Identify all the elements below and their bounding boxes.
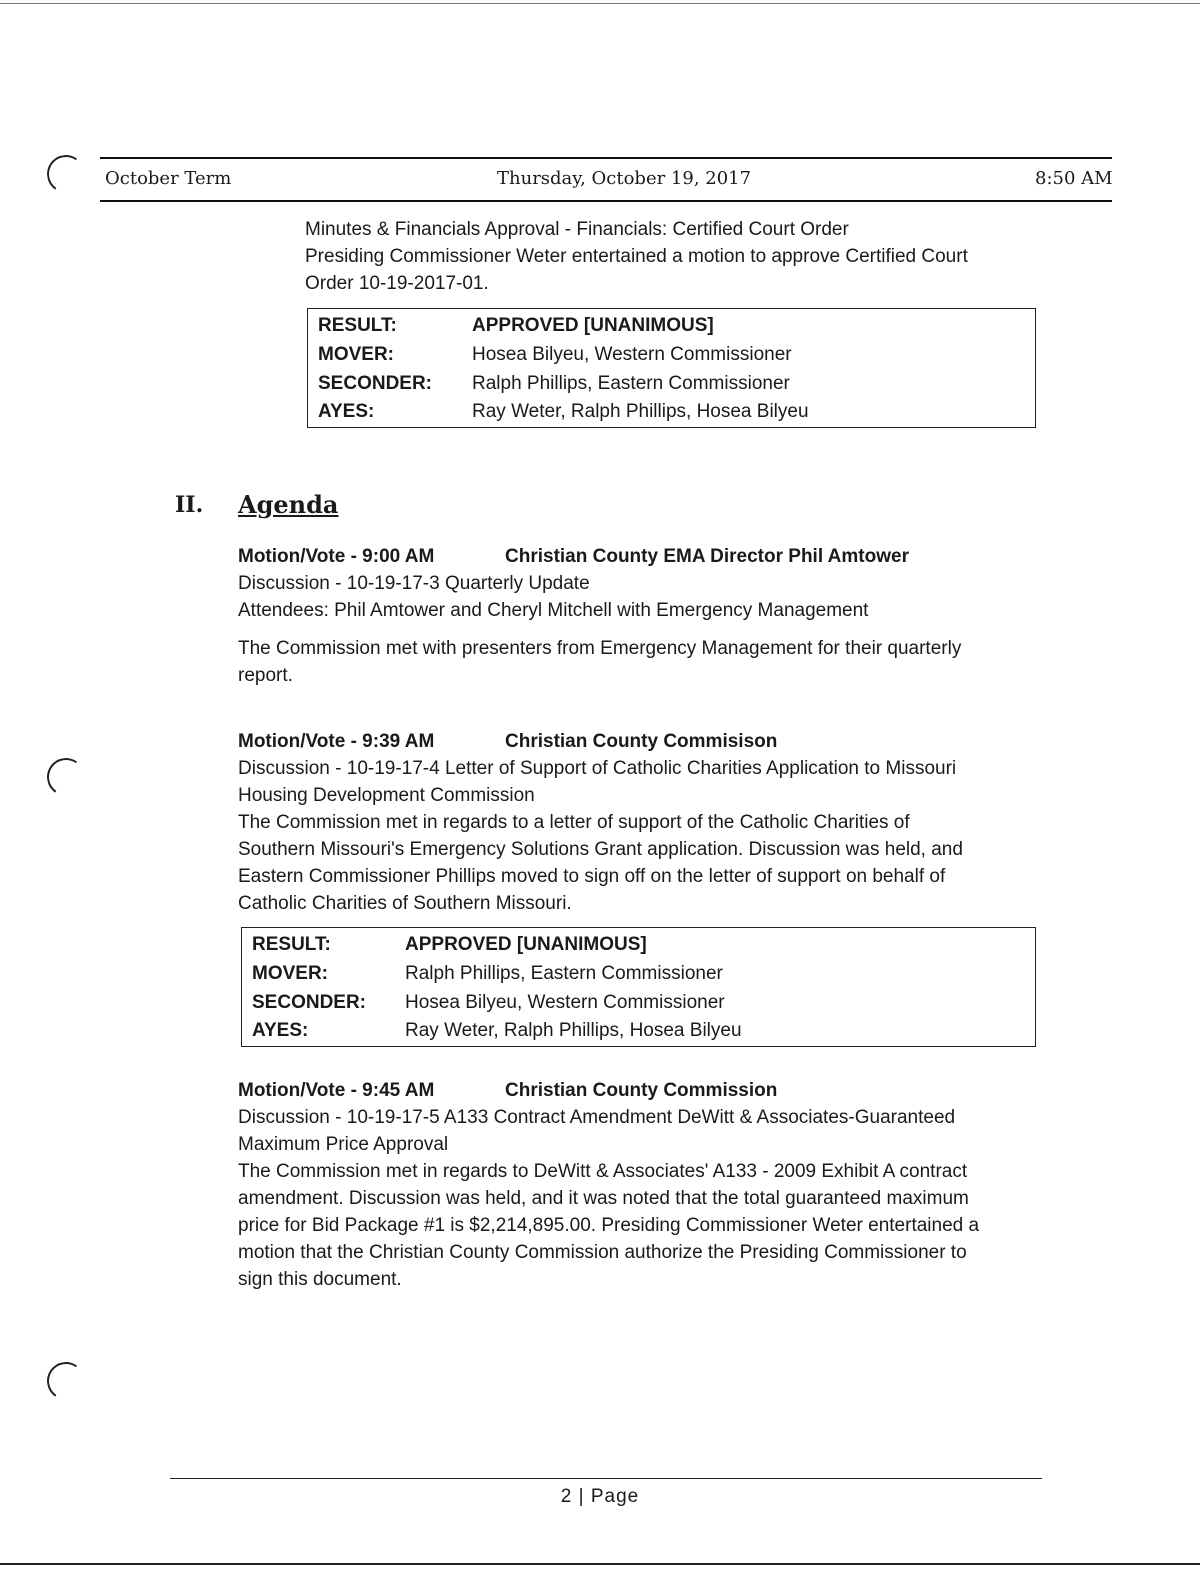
header-date: Thursday, October 19, 2017 xyxy=(497,168,752,189)
punch-hole-top xyxy=(44,152,88,196)
intro-line-3: Order 10-19-2017-01. xyxy=(305,273,489,294)
seconder-label: SECONDER: xyxy=(252,992,367,1013)
seconder-value: Hosea Bilyeu, Western Commissioner xyxy=(405,992,725,1013)
item2-discussion-1: Discussion - 10-19-17-4 Letter of Support of Catholic Charities Application to Missouri xyxy=(238,758,957,779)
mover-value: Hosea Bilyeu, Western Commissioner xyxy=(472,344,792,365)
section-number: II. xyxy=(175,492,204,518)
seconder-label: SECONDER: xyxy=(318,373,433,394)
result-value: APPROVED [UNANIMOUS] xyxy=(405,934,647,955)
footer-rule xyxy=(170,1478,1042,1479)
vote-box-2 xyxy=(241,927,1036,1047)
vote-box-1 xyxy=(307,308,1036,428)
item1-attendees: Attendees: Phil Amtower and Cheryl Mitchell with Emergency Management xyxy=(238,600,869,621)
mover-value: Ralph Phillips, Eastern Commissioner xyxy=(405,963,723,984)
result-value: APPROVED [UNANIMOUS] xyxy=(472,315,714,336)
item1-discussion: Discussion - 10-19-17-3 Quarterly Update xyxy=(238,573,590,594)
item3-text-5: sign this document. xyxy=(238,1269,402,1290)
result-label: RESULT: xyxy=(252,934,331,955)
ayes-label: AYES: xyxy=(252,1020,309,1041)
punch-hole-bottom xyxy=(44,1359,88,1403)
punch-hole-middle xyxy=(44,755,88,799)
header-time: 8:50 AM xyxy=(1035,168,1113,189)
item2-discussion-2: Housing Development Commission xyxy=(238,785,535,806)
item3-text-3: price for Bid Package #1 is $2,214,895.00. Presiding Commissioner Weter entertained a xyxy=(238,1215,980,1236)
item2-presenter: Christian County Commisison xyxy=(505,731,778,752)
intro-line-2: Presiding Commissioner Weter entertained a motion to approve Certified Court xyxy=(305,246,968,267)
item2-text-1: The Commission met in regards to a letter of support of the Catholic Charities of xyxy=(238,812,910,833)
ayes-value: Ray Weter, Ralph Phillips, Hosea Bilyeu xyxy=(472,401,809,422)
section-title: Agenda xyxy=(238,490,339,519)
header-rule-top xyxy=(100,157,1112,159)
item3-motion: Motion/Vote - 9:45 AM xyxy=(238,1080,435,1101)
ayes-value: Ray Weter, Ralph Phillips, Hosea Bilyeu xyxy=(405,1020,742,1041)
header-rule-bottom xyxy=(100,200,1112,202)
result-label: RESULT: xyxy=(318,315,397,336)
item3-discussion-1: Discussion - 10-19-17-5 A133 Contract Amendment DeWitt & Associates-Guaranteed xyxy=(238,1107,956,1128)
page-number: 2 | Page xyxy=(560,1486,640,1507)
item3-discussion-2: Maximum Price Approval xyxy=(238,1134,449,1155)
item2-text-4: Catholic Charities of Southern Missouri. xyxy=(238,893,572,914)
ayes-label: AYES: xyxy=(318,401,375,422)
intro-line-1: Minutes & Financials Approval - Financials: Certified Court Order xyxy=(305,219,849,240)
item1-text-1: The Commission met with presenters from Emergency Management for their quarterly xyxy=(238,638,962,659)
item1-motion: Motion/Vote - 9:00 AM xyxy=(238,546,435,567)
header-term: October Term xyxy=(105,168,232,189)
scan-bottom-edge xyxy=(0,1563,1200,1565)
item3-presenter: Christian County Commission xyxy=(505,1080,778,1101)
item3-text-2: amendment. Discussion was held, and it was noted that the total guaranteed maximum xyxy=(238,1188,969,1209)
seconder-value: Ralph Phillips, Eastern Commissioner xyxy=(472,373,790,394)
item3-text-1: The Commission met in regards to DeWitt & Associates' A133 - 2009 Exhibit A contract xyxy=(238,1161,968,1182)
item1-text-2: report. xyxy=(238,665,293,686)
item1-presenter: Christian County EMA Director Phil Amtower xyxy=(505,546,909,567)
mover-label: MOVER: xyxy=(318,344,394,365)
mover-label: MOVER: xyxy=(252,963,328,984)
item2-text-3: Eastern Commissioner Phillips moved to sign off on the letter of support on behalf of xyxy=(238,866,946,887)
item2-motion: Motion/Vote - 9:39 AM xyxy=(238,731,435,752)
scan-top-edge xyxy=(0,3,1200,4)
item2-text-2: Southern Missouri's Emergency Solutions Grant application. Discussion was held, and xyxy=(238,839,963,860)
item3-text-4: motion that the Christian County Commission authorize the Presiding Commissioner to xyxy=(238,1242,967,1263)
